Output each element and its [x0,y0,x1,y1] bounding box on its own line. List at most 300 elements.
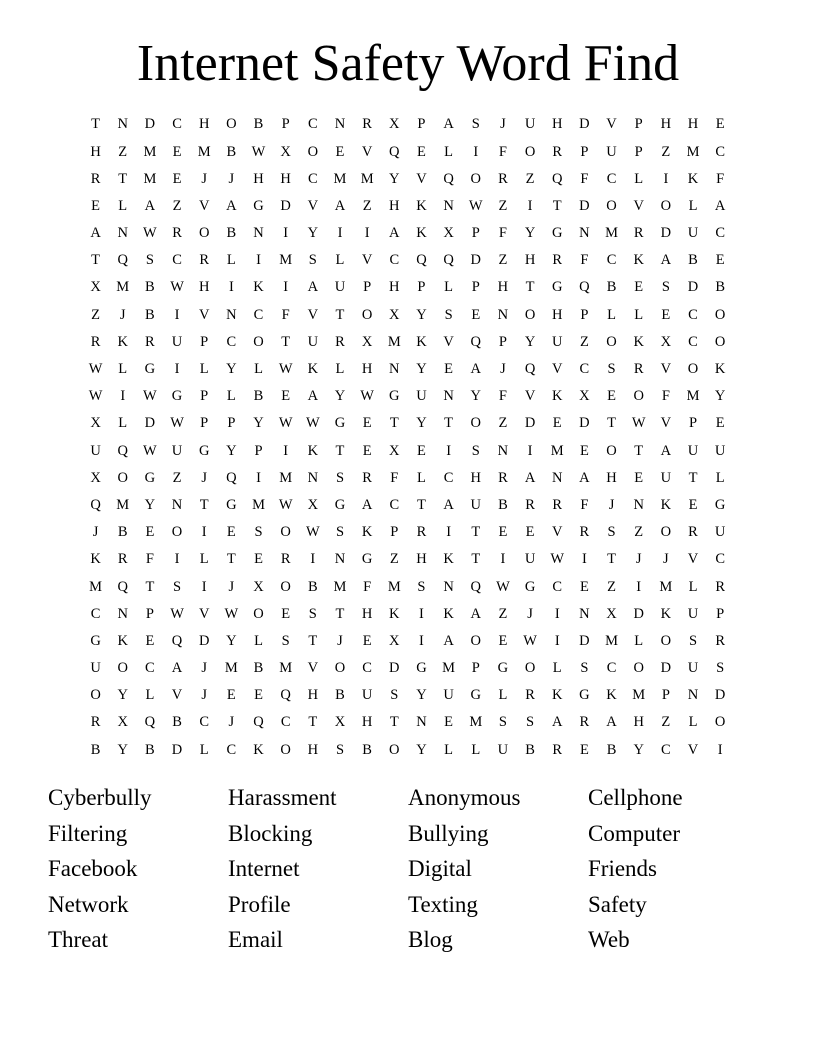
grid-letter: G [144,469,156,486]
grid-letter: K [443,605,454,622]
grid-letter: U [90,660,101,677]
grid-letter: P [716,605,725,622]
grid-letter: A [144,197,156,214]
grid-letter: V [660,361,672,378]
grid-letter: A [524,469,536,486]
grid-letter: Z [389,551,399,568]
grid-letter: K [714,361,726,378]
grid-letter: V [524,388,536,405]
grid-letter: L [715,469,725,486]
grid-letter: Q [226,469,237,486]
grid-letter: Y [714,388,726,405]
grid-letter: V [198,605,210,622]
grid-row [82,600,734,627]
grid-letter: S [580,660,589,677]
grid-letter: Q [144,714,156,731]
grid-letter: V [633,197,644,214]
grid-letter: X [90,469,101,486]
grid-letter: Z [525,170,535,187]
grid-letter: E [362,415,372,432]
grid-letter: Q [171,632,183,649]
grid-letter: I [500,551,506,568]
grid-letter: G [334,415,346,432]
grid-letter: P [417,116,426,133]
grid-letter: D [144,116,156,133]
grid-letter: D [280,197,291,214]
grid-letter: G [551,225,563,242]
grid-letter: I [636,578,642,595]
grid-letter: C [606,252,617,269]
grid-row [82,573,734,600]
grid-letter: G [361,551,373,568]
grid-letter: W [631,415,646,432]
grid-letter: O [524,143,536,160]
grid-letter: P [227,415,236,432]
grid-letter: C [389,496,400,513]
grid-letter: K [551,388,563,405]
grid-letter: O [470,170,481,187]
grid-letter: A [90,225,101,242]
grid-letter: Z [118,143,128,160]
grid-letter: R [335,333,345,350]
grid-letter: L [634,170,644,187]
grid-letter: E [145,632,155,649]
grid-letter: E [579,741,589,758]
grid-letter: T [444,415,454,432]
grid-letter: M [360,170,374,187]
grid-letter: L [444,741,454,758]
grid-letter: N [117,225,128,242]
grid-letter: W [278,496,293,513]
grid-letter: U [714,524,726,541]
grid-letter: I [554,632,560,649]
grid-letter: K [253,279,264,296]
grid-letter: X [389,116,400,133]
grid-letter: C [199,714,210,731]
grid-letter: L [444,279,454,296]
grid-letter: A [334,197,346,214]
grid-letter: E [254,551,263,568]
grid-letter: X [307,496,319,513]
grid-letter: I [174,361,180,378]
grid-letter: Y [416,361,427,378]
grid-letter: I [256,469,261,486]
grid-letter: G [551,279,563,296]
grid-letter: Y [416,306,427,323]
grid-letter: I [337,225,343,242]
grid-letter: M [442,660,456,677]
grid-letter: K [660,605,672,622]
grid-letter: R [90,333,101,350]
grid-letter: C [145,660,155,677]
grid-letter: W [360,388,374,405]
grid-letter: T [417,496,426,513]
grid-letter: I [446,524,452,541]
grid-letter: I [473,143,479,160]
grid-letter: H [551,116,563,133]
grid-letter: H [361,361,373,378]
grid-letter: M [605,632,618,649]
grid-letter: A [443,496,454,513]
grid-letter: J [92,524,99,541]
grid-letter: H [416,551,427,568]
grid-letter: L [199,361,209,378]
grid-letter: K [660,496,672,513]
grid-letter: P [471,279,480,296]
grid-letter: F [363,578,372,595]
grid-letter: H [389,279,400,296]
word-list-item: Safety [588,891,647,917]
grid-letter: S [335,524,345,541]
grid-letter: I [201,524,207,541]
word-list-item: Blog [408,927,453,953]
grid-letter: D [579,415,590,432]
grid-letter: U [687,660,699,677]
grid-letter: Q [389,143,400,160]
word-list-item: Threat [48,927,109,953]
grid-letter: Y [117,741,128,758]
grid-letter: S [716,660,725,677]
grid-letter: A [443,116,454,133]
grid-letter: S [471,116,480,133]
grid-letter: R [362,469,372,486]
grid-letter: O [606,197,617,214]
grid-letter: M [550,442,564,459]
grid-row [82,655,734,682]
grid-letter: N [334,551,346,568]
grid-letter: W [278,415,293,432]
grid-letter: Z [498,197,508,214]
grid-letter: T [688,469,698,486]
grid-letter: G [334,496,346,513]
grid-letter: C [172,116,182,133]
grid-letter: O [524,660,536,677]
grid-letter: F [716,170,725,187]
grid-letter: P [634,143,643,160]
grid-letter: E [471,306,481,323]
grid-letter: I [527,442,533,459]
grid-letter: D [579,197,590,214]
grid-letter: K [416,225,427,242]
grid-letter: B [335,687,345,704]
grid-letter: A [551,714,563,731]
word-list-item: Blocking [228,820,313,846]
grid-letter: O [524,306,536,323]
grid-row [82,165,734,192]
grid-letter: K [307,361,319,378]
grid-letter: M [116,496,130,513]
grid-letter: N [443,388,454,405]
word-list-item: Facebook [48,856,138,882]
grid-letter: O [470,632,481,649]
grid-letter: P [634,116,643,133]
grid-letter: I [256,252,261,269]
grid-letter: C [661,741,671,758]
grid-letter: X [660,333,672,350]
grid-letter: D [524,415,536,432]
grid-letter: Q [117,252,128,269]
grid-letter: C [226,333,237,350]
grid-letter: T [199,496,209,513]
grid-letter: N [633,496,644,513]
word-list-item: Computer [588,820,680,846]
word-list-item: Cyberbully [48,785,152,810]
grid-letter: Z [172,197,182,214]
grid-letter: K [389,605,400,622]
grid-letter: P [363,279,372,296]
grid-letter: R [579,524,590,541]
grid-letter: I [446,442,452,459]
grid-letter: U [497,741,509,758]
grid-letter: D [470,252,481,269]
grid-letter: C [715,225,725,242]
grid-letter: A [307,279,319,296]
grid-letter: Y [524,333,536,350]
grid-letter: I [310,551,316,568]
grid-letter: G [470,687,481,704]
grid-letter: H [389,197,400,214]
grid-letter: G [416,660,427,677]
word-list-item: Digital [408,856,472,882]
grid-letter: W [170,605,184,622]
grid-letter: E [552,415,562,432]
grid-letter: H [606,469,617,486]
grid-row [82,220,734,247]
grid-letter: P [417,279,426,296]
grid-letter: V [551,361,563,378]
grid-letter: M [279,660,293,677]
grid-letter: N [307,469,319,486]
grid-letter: B [253,660,264,677]
grid-letter: Q [470,333,481,350]
grid-letter: W [143,225,157,242]
grid-letter: E [444,714,454,731]
grid-row [82,736,734,763]
grid-letter: E [335,143,345,160]
grid-letter: O [226,116,237,133]
grid-letter: B [145,741,155,758]
grid-letter: C [688,333,698,350]
grid-letter: N [117,116,128,133]
grid-letter: N [171,496,183,513]
grid-letter: A [579,469,590,486]
grid-letter: L [444,143,454,160]
grid-letter: V [171,687,183,704]
grid-letter: N [389,361,400,378]
grid-letter: O [660,524,672,541]
grid-letter: A [660,252,672,269]
grid-letter: I [174,551,180,568]
grid-letter: R [280,551,291,568]
grid-letter: U [524,551,536,568]
grid-row [82,138,734,165]
grid-letter: Z [661,143,671,160]
grid-letter: S [173,578,182,595]
grid-letter: C [389,252,400,269]
grid-letter: I [201,578,207,595]
grid-letter: B [117,524,128,541]
grid-letter: I [174,306,180,323]
grid-letter: M [387,578,401,595]
grid-row [82,546,734,573]
grid-letter: U [714,442,726,459]
grid-letter: N [416,714,427,731]
grid-letter: N [334,116,346,133]
grid-letter: M [252,496,265,513]
grid-letter: O [470,415,481,432]
grid-letter: Z [661,714,671,731]
grid-letter: T [525,279,535,296]
word-list-item: Network [48,891,129,917]
grid-letter: Y [416,741,427,758]
grid-letter: V [198,197,210,214]
grid-letter: O [361,306,373,323]
grid-row [82,329,734,356]
grid-letter: X [334,714,346,731]
grid-letter: D [579,632,590,649]
grid-letter: O [633,660,644,677]
grid-letter: G [171,388,183,405]
grid-letter: W [305,415,320,432]
grid-letter: W [550,551,565,568]
grid-letter: R [633,225,644,242]
word-list-item: Profile [228,891,291,917]
grid-letter: O [633,388,644,405]
grid-letter: R [90,170,101,187]
grid-letter: N [253,225,264,242]
grid-letter: T [471,551,481,568]
grid-letter: Q [470,578,481,595]
grid-letter: T [389,415,399,432]
grid-letter: Z [498,252,508,269]
grid-letter: K [443,551,454,568]
grid-row [82,247,734,274]
grid-letter: A [171,660,183,677]
grid-letter: F [661,388,670,405]
grid-letter: T [91,116,100,133]
word-list-item: Harassment [228,785,337,810]
grid-letter: P [200,415,209,432]
grid-letter: E [634,279,644,296]
grid-letter: W [496,578,510,595]
grid-row [82,519,734,546]
grid-letter: U [687,605,699,622]
grid-letter: I [419,632,424,649]
grid-letter: X [90,279,101,296]
grid-letter: C [606,170,617,187]
word-list [48,780,768,958]
grid-letter: O [117,660,128,677]
grid-letter: H [633,714,644,731]
grid-letter: G [198,442,210,459]
grid-letter: L [335,252,345,269]
grid-letter: W [523,632,537,649]
grid-letter: Y [416,687,427,704]
grid-letter: H [470,469,481,486]
grid-letter: S [308,252,317,269]
word-list-item: Bullying [408,820,489,846]
grid-letter: A [714,197,726,214]
grid-letter: B [253,388,264,405]
grid-letter: T [308,714,318,731]
grid-letter: S [607,524,616,541]
grid-letter: M [279,252,293,269]
grid-letter: R [172,225,182,242]
grid-letter: L [199,551,209,568]
grid-letter: X [117,714,128,731]
grid-letter: P [471,660,480,677]
grid-letter: K [307,442,319,459]
grid-letter: J [228,714,235,731]
grid-letter: J [527,605,533,622]
grid-letter: E [579,578,589,595]
grid-letter: M [224,660,238,677]
grid-letter: M [659,578,673,595]
grid-letter: P [145,605,154,622]
grid-row [82,274,734,301]
grid-letter: U [470,496,481,513]
grid-letter: E [417,143,426,160]
grid-letter: O [171,524,183,541]
grid-letter: O [660,632,672,649]
grid-letter: Y [389,170,400,187]
grid-letter: B [606,279,617,296]
grid-letter: M [686,143,700,160]
grid-letter: N [443,578,454,595]
grid-letter: I [283,279,289,296]
grid-letter: M [89,578,103,595]
grid-letter: U [171,333,183,350]
word-list-item: Friends [588,856,657,882]
grid-letter: Q [117,578,128,595]
grid-letter: T [118,170,128,187]
grid-letter: Z [579,333,589,350]
grid-letter: L [254,361,263,378]
grid-letter: Y [144,496,156,513]
word-list-item: Email [228,927,283,953]
grid-letter: U [660,469,672,486]
grid-letter: L [118,197,128,214]
grid-letter: T [634,442,644,459]
grid-letter: U [361,687,373,704]
grid-letter: L [634,632,644,649]
grid-letter: T [145,578,155,595]
grid-letter: A [307,388,319,405]
grid-letter: E [281,388,291,405]
grid-letter: W [468,197,483,214]
grid-row [82,410,734,437]
grid-letter: W [305,524,320,541]
grid-letter: T [389,714,399,731]
grid-letter: E [254,687,263,704]
grid-letter: K [606,687,617,704]
grid-letter: X [443,225,454,242]
grid-letter: H [307,741,319,758]
grid-letter: Y [117,687,128,704]
grid-letter: H [90,143,101,160]
grid-letter: X [389,632,400,649]
grid-letter: D [687,279,699,296]
grid-letter: E [226,524,236,541]
grid-letter: J [663,551,669,568]
grid-letter: U [687,225,699,242]
grid-letter: M [279,469,293,486]
grid-letter: T [308,632,318,649]
grid-letter: B [172,714,182,731]
grid-row [82,628,734,655]
grid-letter: G [253,197,264,214]
grid-letter: G [524,578,536,595]
